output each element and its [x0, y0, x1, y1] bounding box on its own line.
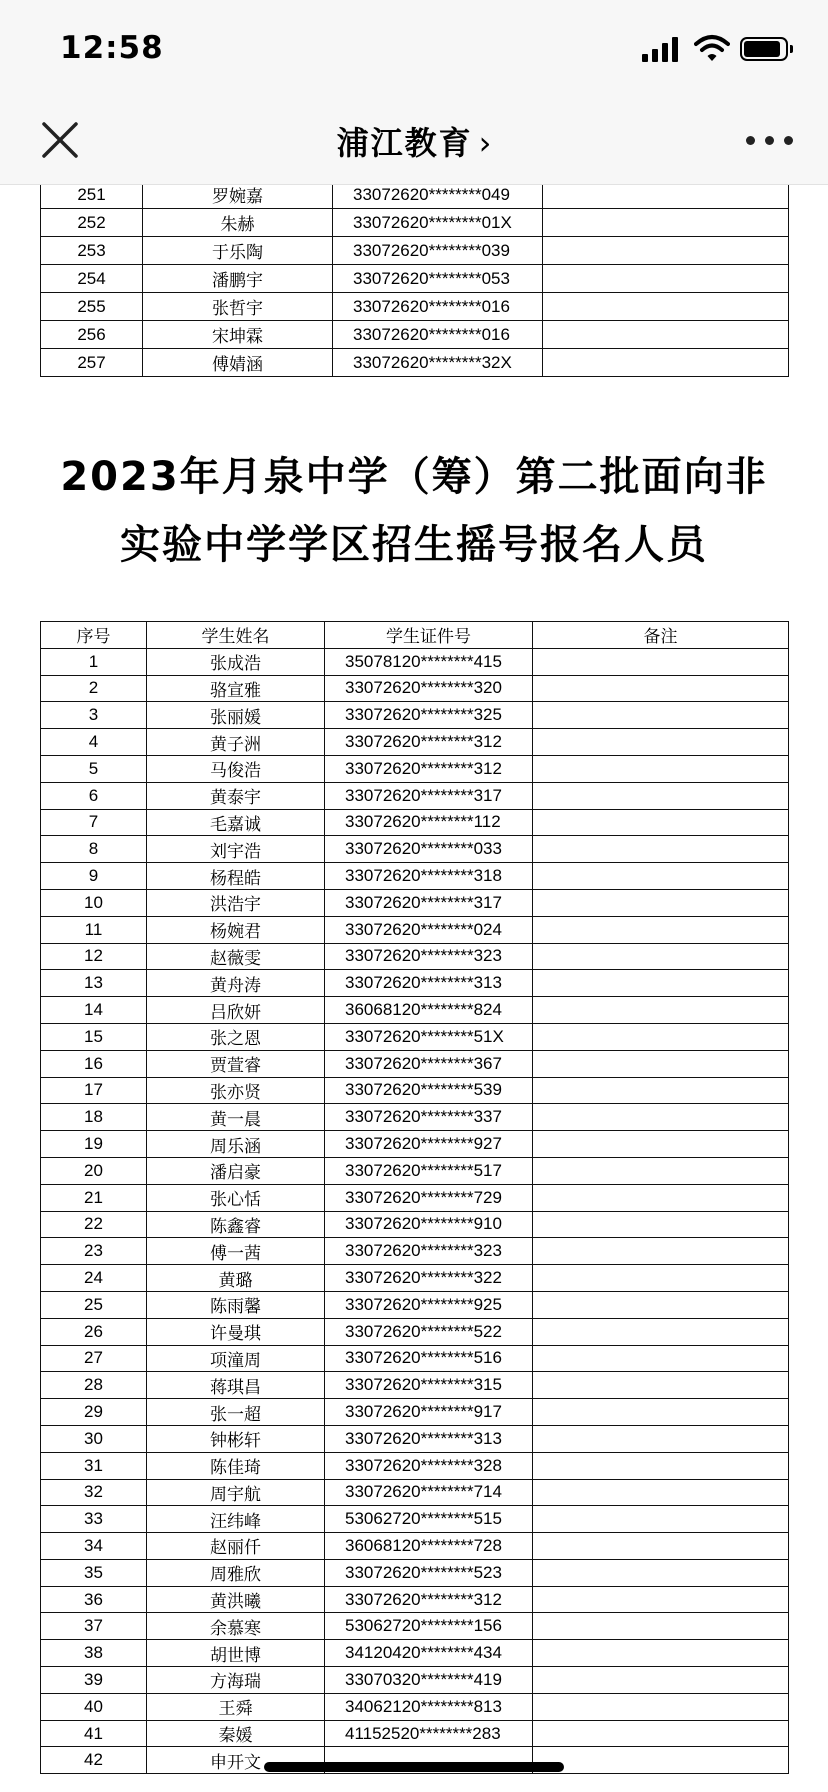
header-remark: 备注 [533, 622, 789, 649]
cell-index: 19 [41, 1131, 147, 1158]
cell-student-id: 33072620********112 [325, 809, 533, 836]
table-row [41, 1184, 789, 1211]
cell-index: 31 [41, 1452, 147, 1479]
cell-student-id: 33072620********323 [325, 1238, 533, 1265]
cell-student-name: 陈鑫睿 [147, 1211, 325, 1238]
chevron-right-icon: › [478, 124, 492, 162]
cell-student-name: 汪纬峰 [147, 1506, 325, 1533]
cell-student-id: 33072620********523 [325, 1559, 533, 1586]
cell-student-name: 赵薇雯 [147, 943, 325, 970]
cell-student-id: 33072620********312 [325, 729, 533, 756]
cell-index: 33 [41, 1506, 147, 1533]
cell-remark [533, 1372, 789, 1399]
cell-student-id: 33072620********315 [325, 1372, 533, 1399]
cell-index: 1 [41, 648, 147, 675]
cell-student-name: 申开文 [147, 1747, 325, 1774]
table-row [41, 809, 789, 836]
cell-student-id: 33072620********317 [325, 782, 533, 809]
cell-student-name: 吕欣妍 [147, 997, 325, 1024]
table-row [41, 836, 789, 863]
cell-remark [533, 648, 789, 675]
cell-student-name: 罗婉嘉 [143, 185, 333, 209]
cell-student-name: 朱赫 [143, 209, 333, 237]
cell-remark [533, 1050, 789, 1077]
cell-student-name: 方海瑞 [147, 1667, 325, 1694]
cell-student-id: 34062120********813 [325, 1693, 533, 1720]
cell-index: 7 [41, 809, 147, 836]
cell-remark [533, 755, 789, 782]
document-title-line-2: 实验中学学区招生摇号报名人员 [120, 522, 708, 568]
cell-student-id: 33072620********016 [333, 293, 543, 321]
cell-index: 5 [41, 755, 147, 782]
cell-student-id: 33072620********917 [325, 1399, 533, 1426]
cell-index: 37 [41, 1613, 147, 1640]
cell-student-name: 张之恩 [147, 1023, 325, 1050]
cell-student-name: 秦媛 [147, 1720, 325, 1747]
table-row [41, 1077, 789, 1104]
table-row [41, 997, 789, 1024]
cell-index: 4 [41, 729, 147, 756]
cell-student-name: 傅一茜 [147, 1238, 325, 1265]
table-row [41, 1506, 789, 1533]
cell-remark [533, 1077, 789, 1104]
header-index: 序号 [41, 622, 147, 649]
cell-student-name: 周宇航 [147, 1479, 325, 1506]
cell-index: 23 [41, 1238, 147, 1265]
table-row [41, 1211, 789, 1238]
cell-remark [533, 1452, 789, 1479]
cell-remark [533, 1131, 789, 1158]
cell-student-id: 41152520********283 [325, 1720, 533, 1747]
cell-index: 3 [41, 702, 147, 729]
cell-index: 32 [41, 1479, 147, 1506]
cell-index: 36 [41, 1586, 147, 1613]
cell-remark [533, 809, 789, 836]
status-icons [642, 36, 792, 64]
cell-student-id: 34120420********434 [325, 1640, 533, 1667]
cell-student-id: 33072620********313 [325, 970, 533, 997]
cell-student-id: 33072620********517 [325, 1157, 533, 1184]
cell-remark [533, 1613, 789, 1640]
cell-student-name: 傅婧涵 [143, 349, 333, 377]
cell-student-name: 黄一晨 [147, 1104, 325, 1131]
cell-index: 24 [41, 1265, 147, 1292]
cell-index: 12 [41, 943, 147, 970]
cell-student-id: 33072620********322 [325, 1265, 533, 1292]
cell-remark [533, 1238, 789, 1265]
table-row [41, 1640, 789, 1667]
cell-remark [533, 729, 789, 756]
cell-remark [533, 1479, 789, 1506]
cell-index: 16 [41, 1050, 147, 1077]
cell-remark [533, 1345, 789, 1372]
table-row [41, 237, 789, 265]
cell-student-name: 张亦贤 [147, 1077, 325, 1104]
table-row [41, 1559, 789, 1586]
cell-remark [543, 349, 789, 377]
cell-index: 255 [41, 293, 143, 321]
battery-icon [740, 37, 788, 61]
cell-student-name: 刘宇浩 [147, 836, 325, 863]
cell-remark [533, 1318, 789, 1345]
cell-student-name: 张丽媛 [147, 702, 325, 729]
table-row [41, 1291, 789, 1318]
cell-student-id: 33070320********419 [325, 1667, 533, 1694]
cell-remark [533, 836, 789, 863]
cell-student-id: 33072620********313 [325, 1425, 533, 1452]
cell-student-id: 33072620********317 [325, 889, 533, 916]
cell-student-name: 于乐陶 [143, 237, 333, 265]
cell-student-id: 33072620********51X [325, 1023, 533, 1050]
more-dot-icon [746, 136, 755, 145]
home-indicator[interactable] [264, 1762, 564, 1772]
cell-remark [533, 1747, 789, 1774]
table-row [41, 1372, 789, 1399]
cell-student-name: 赵丽仟 [147, 1533, 325, 1560]
nav-bar [0, 96, 828, 185]
cell-index: 17 [41, 1077, 147, 1104]
cell-student-name: 马俊浩 [147, 755, 325, 782]
cell-student-name: 黄舟涛 [147, 970, 325, 997]
cell-student-id: 33072620********325 [325, 702, 533, 729]
cell-index: 39 [41, 1667, 147, 1694]
table-row [41, 1533, 789, 1560]
cell-remark [543, 237, 789, 265]
table-row [41, 1425, 789, 1452]
cell-student-id: 33072620********539 [325, 1077, 533, 1104]
more-options-button[interactable] [746, 126, 794, 154]
table-row [41, 1050, 789, 1077]
cell-student-name: 陈佳琦 [147, 1452, 325, 1479]
cell-student-name: 贾萱睿 [147, 1050, 325, 1077]
cell-remark [533, 1640, 789, 1667]
cell-student-name: 黄子洲 [147, 729, 325, 756]
cell-student-name: 胡世博 [147, 1640, 325, 1667]
cell-index: 6 [41, 782, 147, 809]
cell-remark [533, 1533, 789, 1560]
table-row [41, 321, 789, 349]
cell-index: 14 [41, 997, 147, 1024]
cell-student-name: 张心恬 [147, 1184, 325, 1211]
cell-student-id: 35078120********415 [325, 648, 533, 675]
cell-index: 28 [41, 1372, 147, 1399]
table-row [41, 943, 789, 970]
cell-index: 257 [41, 349, 143, 377]
cell-student-id: 33072620********049 [333, 185, 543, 209]
cell-index: 254 [41, 265, 143, 293]
cell-index: 9 [41, 863, 147, 890]
cell-index: 15 [41, 1023, 147, 1050]
cell-index: 22 [41, 1211, 147, 1238]
cell-remark [533, 1506, 789, 1533]
cell-remark [533, 1265, 789, 1292]
more-dot-icon [765, 136, 774, 145]
cell-remark [533, 1211, 789, 1238]
cell-student-id: 33072620********367 [325, 1050, 533, 1077]
cell-index: 13 [41, 970, 147, 997]
cell-student-id: 33072620********039 [333, 237, 543, 265]
table-row [41, 648, 789, 675]
cell-remark [533, 1667, 789, 1694]
cell-student-name: 周乐涵 [147, 1131, 325, 1158]
table-row [41, 1345, 789, 1372]
applicant-table [40, 621, 789, 1774]
cell-student-id: 53062720********515 [325, 1506, 533, 1533]
cell-remark [533, 943, 789, 970]
cell-remark [533, 1586, 789, 1613]
cell-index: 253 [41, 237, 143, 265]
wifi-icon [694, 34, 730, 64]
cell-student-id: 33072620********033 [325, 836, 533, 863]
cell-index: 40 [41, 1693, 147, 1720]
status-time: 12:58 [60, 30, 164, 66]
table-row [41, 702, 789, 729]
cell-student-name: 余慕寒 [147, 1613, 325, 1640]
cell-student-id: 33072620********312 [325, 1586, 533, 1613]
cell-remark [533, 675, 789, 702]
cell-remark [533, 1184, 789, 1211]
cell-student-name: 黄璐 [147, 1265, 325, 1292]
cell-student-id: 33072620********053 [333, 265, 543, 293]
cell-student-id: 33072620********318 [325, 863, 533, 890]
cell-student-id: 36068120********728 [325, 1533, 533, 1560]
table-row [41, 185, 789, 209]
account-title-link[interactable] [0, 118, 828, 164]
cellular-signal-icon [642, 36, 682, 62]
cell-index: 27 [41, 1345, 147, 1372]
table-row [41, 1667, 789, 1694]
table-row [41, 1265, 789, 1292]
table-row [41, 1023, 789, 1050]
cell-student-id: 53062720********156 [325, 1613, 533, 1640]
cell-index: 252 [41, 209, 143, 237]
cell-student-name: 潘启豪 [147, 1157, 325, 1184]
cell-remark [543, 321, 789, 349]
cell-student-name: 杨程皓 [147, 863, 325, 890]
cell-student-name: 陈雨馨 [147, 1291, 325, 1318]
cell-student-name: 张成浩 [147, 648, 325, 675]
cell-student-id: 33072620********016 [333, 321, 543, 349]
cell-index: 251 [41, 185, 143, 209]
table-row [41, 1399, 789, 1426]
cell-student-name: 张一超 [147, 1399, 325, 1426]
cell-index: 35 [41, 1559, 147, 1586]
cell-remark [533, 863, 789, 890]
table-row [41, 755, 789, 782]
cell-student-id: 33072620********337 [325, 1104, 533, 1131]
cell-student-id: 33072620********927 [325, 1131, 533, 1158]
cell-student-id: 33072620********312 [325, 755, 533, 782]
table-row [41, 970, 789, 997]
status-bar [0, 0, 828, 96]
table-row [41, 1318, 789, 1345]
cell-student-id: 33072620********320 [325, 675, 533, 702]
previous-list-table [40, 185, 789, 377]
cell-student-id: 36068120********824 [325, 997, 533, 1024]
table-row [41, 916, 789, 943]
cell-remark [533, 916, 789, 943]
cell-student-id: 33072620********522 [325, 1318, 533, 1345]
cell-index: 256 [41, 321, 143, 349]
cell-student-name: 宋坤霖 [143, 321, 333, 349]
cell-student-name: 周雅欣 [147, 1559, 325, 1586]
cell-remark [543, 209, 789, 237]
cell-student-name: 张哲宇 [143, 293, 333, 321]
cell-remark [533, 1023, 789, 1050]
table-row [41, 889, 789, 916]
table-row [41, 1131, 789, 1158]
cell-remark [533, 970, 789, 997]
table-row [41, 1479, 789, 1506]
cell-remark [533, 1291, 789, 1318]
header-name: 学生姓名 [147, 622, 325, 649]
table-row [41, 293, 789, 321]
cell-index: 25 [41, 1291, 147, 1318]
cell-index: 26 [41, 1318, 147, 1345]
cell-student-id: 33072620********323 [325, 943, 533, 970]
table-row [41, 675, 789, 702]
table-row [41, 1104, 789, 1131]
table-header-row [41, 622, 789, 649]
cell-remark [533, 1425, 789, 1452]
cell-remark [533, 1399, 789, 1426]
table-row [41, 209, 789, 237]
cell-student-name: 黄洪曦 [147, 1586, 325, 1613]
cell-index: 10 [41, 889, 147, 916]
cell-student-name: 许曼琪 [147, 1318, 325, 1345]
cell-remark [533, 782, 789, 809]
nav-title: 浦江教育 [336, 124, 473, 162]
cell-remark [533, 702, 789, 729]
cell-remark [533, 1693, 789, 1720]
cell-student-id: 33072620********328 [325, 1452, 533, 1479]
cell-remark [533, 1720, 789, 1747]
table-row [41, 1586, 789, 1613]
table-row [41, 1720, 789, 1747]
table-row [41, 349, 789, 377]
cell-student-name: 王舜 [147, 1693, 325, 1720]
table-row [41, 1157, 789, 1184]
document-title-line-1: 2023年月泉中学（筹）第二批面向非 [60, 454, 768, 500]
cell-student-id: 33072620********910 [325, 1211, 533, 1238]
cell-student-name: 杨婉君 [147, 916, 325, 943]
cell-student-name: 骆宣雅 [147, 675, 325, 702]
cell-index: 11 [41, 916, 147, 943]
table-row [41, 1693, 789, 1720]
cell-index: 2 [41, 675, 147, 702]
cell-student-name: 蒋琪昌 [147, 1372, 325, 1399]
table-row [41, 863, 789, 890]
article-content[interactable] [0, 185, 828, 1792]
cell-index: 38 [41, 1640, 147, 1667]
cell-student-name: 项潼周 [147, 1345, 325, 1372]
cell-remark [533, 1559, 789, 1586]
cell-student-id: 33072620********729 [325, 1184, 533, 1211]
table-row [41, 1452, 789, 1479]
table-row [41, 729, 789, 756]
table-row [41, 782, 789, 809]
cell-index: 34 [41, 1533, 147, 1560]
cell-student-id: 33072620********925 [325, 1291, 533, 1318]
cell-index: 20 [41, 1157, 147, 1184]
cell-student-name: 毛嘉诚 [147, 809, 325, 836]
cell-student-name: 钟彬轩 [147, 1425, 325, 1452]
cell-remark [533, 1157, 789, 1184]
table-row [41, 1238, 789, 1265]
table-row [41, 1613, 789, 1640]
cell-student-id: 33072620********01X [333, 209, 543, 237]
table-row [41, 265, 789, 293]
more-dot-icon [784, 136, 793, 145]
cell-remark [543, 185, 789, 209]
cell-remark [533, 1104, 789, 1131]
header-id: 学生证件号 [325, 622, 533, 649]
cell-index: 42 [41, 1747, 147, 1774]
cell-index: 8 [41, 836, 147, 863]
cell-student-name: 黄泰宇 [147, 782, 325, 809]
cell-student-id: 33072620********714 [325, 1479, 533, 1506]
cell-index: 29 [41, 1399, 147, 1426]
cell-student-name: 潘鹏宇 [143, 265, 333, 293]
cell-index: 41 [41, 1720, 147, 1747]
cell-student-id: 33072620********516 [325, 1345, 533, 1372]
cell-remark [533, 889, 789, 916]
cell-student-id: 33072620********024 [325, 916, 533, 943]
cell-student-id: 33072620********32X [333, 349, 543, 377]
cell-remark [543, 265, 789, 293]
cell-index: 18 [41, 1104, 147, 1131]
cell-student-name: 洪浩宇 [147, 889, 325, 916]
cell-index: 30 [41, 1425, 147, 1452]
cell-index: 21 [41, 1184, 147, 1211]
cell-remark [543, 293, 789, 321]
cell-remark [533, 997, 789, 1024]
